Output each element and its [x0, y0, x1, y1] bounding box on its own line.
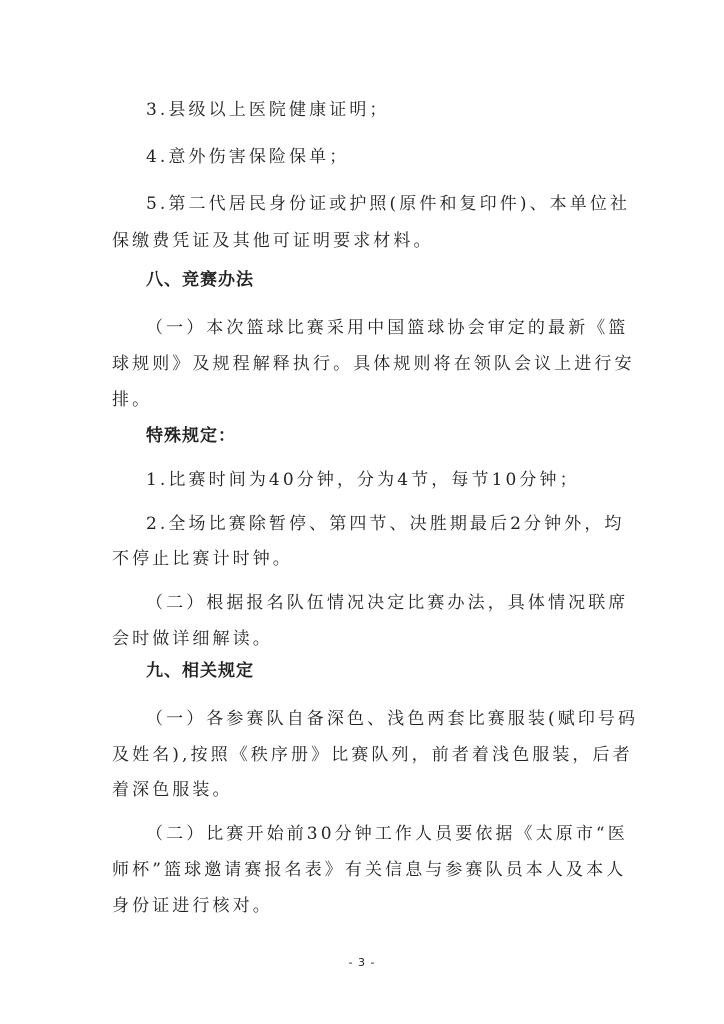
special-rules-heading: 特殊规定：	[146, 426, 236, 446]
section-9-para-1-line-1: （一）各参赛队自备深色、浅色两套比赛服装(赋印号码	[146, 709, 639, 729]
section-8-para-1-line-3: 排。	[112, 390, 153, 410]
section-8-para-1-line-2: 球规则》及规程解释执行。具体规则将在领队会议上进行安	[112, 354, 635, 374]
item-3-health-certificate: 3.县级以上医院健康证明；	[146, 100, 390, 120]
special-rule-2-line-2: 不停止比赛计时钟。	[112, 549, 293, 569]
section-9-heading: 九、相关规定	[146, 661, 254, 681]
item-4-accident-insurance: 4.意外伤害保险保单；	[146, 147, 350, 167]
section-8-para-1-line-1: （一）本次篮球比赛采用中国篮球协会审定的最新《篮	[146, 318, 629, 338]
section-9-para-1-line-3: 着深色服装。	[112, 780, 233, 800]
section-9-para-1-line-2: 及姓名),按照《秩序册》比赛队列，前者着浅色服装，后者	[112, 745, 633, 765]
section-8-heading: 八、竞赛办法	[146, 270, 254, 290]
section-8-para-2-line-1: （二）根据报名队伍情况决定比赛办法，具体情况联席	[146, 593, 629, 613]
special-rule-2-line-1: 2.全场比赛除暂停、第四节、决胜期最后2分钟外，均	[146, 514, 625, 534]
section-8-para-2-line-2: 会时做详细解读。	[112, 629, 273, 649]
section-9-para-2-line-1: （二）比赛开始前30分钟工作人员要依据《太原市“医	[146, 824, 628, 844]
page-number: - 3 -	[348, 956, 376, 969]
section-9-para-2-line-3: 身份证进行核对。	[112, 896, 273, 916]
item-5-id-card-line-2: 保缴费凭证及其他可证明要求材料。	[112, 231, 434, 251]
section-9-para-2-line-2: 师杯”篮球邀请赛报名表》有关信息与参赛队员本人及本人	[112, 860, 627, 880]
special-rule-1: 1.比赛时间为40分钟，分为4节，每节10分钟；	[146, 470, 580, 490]
item-5-id-card-line-1: 5.第二代居民身份证或护照(原件和复印件)、本单位社	[146, 194, 631, 214]
